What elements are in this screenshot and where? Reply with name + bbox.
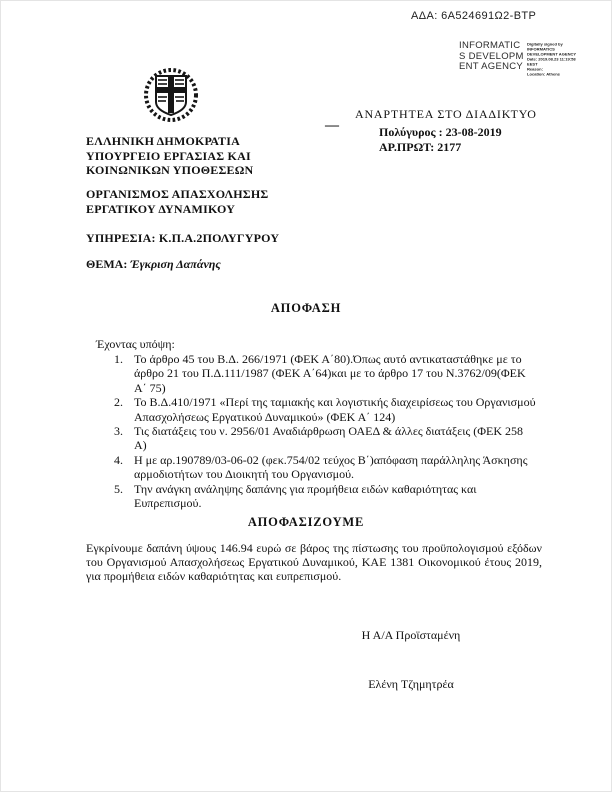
- organization-line: ΟΡΓΑΝΙΣΜΟΣ ΑΠΑΣΧΟΛΗΣΗΣ: [86, 187, 269, 201]
- stamp-line: Date: 2019.08.23 11:19:58: [527, 56, 576, 62]
- list-item: [114, 395, 538, 424]
- digital-signature-stamp: [527, 42, 612, 77]
- list-item: [114, 424, 538, 453]
- list-item-text: Το άρθρο 45 του Β.Δ. 266/1971 (ΦΕΚ Α΄80).Όπως αυτό αντικαταστάθηκε με το άρθρο 21 του Π.Δ.111/1987 (ΦΕΚ Α΄64)και με το άρθρο 17 του Ν.3762/09(ΦΕΚ Α΄ 75): [134, 352, 526, 395]
- posted-on-internet-notice: ΑΝΑΡΤΗΤΕΑ ΣΤΟ ΔΙΑΔΙΚΤΥΟ: [355, 107, 537, 121]
- list-item-text: Η με αρ.190789/03-06-02 (φεκ.754/02 τεύχος Β΄)απόφαση παράλληλης Άσκησης αρμοδιοτήτων του Διοικητή του Οργανισμού.: [134, 452, 528, 482]
- decide-title: ΑΠΟΦΑΣΙΖΟΥΜΕ: [247, 515, 365, 529]
- list-item-number: 2.: [114, 395, 123, 410]
- place-date: Πολύγυρος : 23-08-2019: [379, 125, 502, 139]
- stamp-line: INFORMATICS: [527, 46, 555, 52]
- header-line-ministry2: ΚΟΙΝΩΝΙΚΩΝ ΥΠΟΘΕΣΕΩΝ: [86, 163, 254, 178]
- decision-title: ΑΠΟΦΑΣΗ: [270, 301, 342, 315]
- header-line-ministry: ΥΠΟΥΡΓΕΙΟ ΕΡΓΑΣΙΑΣ ΚΑΙ: [86, 148, 251, 163]
- list-item-text: Την ανάγκη ανάληψης δαπάνης για προμήθεια ειδών καθαριότητας και Ευπρεπισμού.: [134, 481, 477, 511]
- considerations-list: [114, 352, 538, 510]
- place-date-protocol: [379, 125, 502, 155]
- signature-name: Ελένη Τζημητρέα: [368, 677, 454, 691]
- greek-national-emblem-icon: [141, 67, 201, 129]
- stamp-line: Location: Athens: [527, 71, 560, 77]
- list-item-number: 3.: [114, 424, 123, 439]
- list-item: [114, 352, 538, 395]
- signing-agency-name: INFORMATICS DEVELOPMENT AGENCY: [459, 40, 524, 72]
- list-item-number: 4.: [114, 452, 123, 467]
- stamp-line: Digitally signed by: [527, 42, 563, 47]
- organization-line: ΕΡΓΑΤΙΚΟΥ ΔΥΝΑΜΙΚΟΥ: [86, 201, 236, 216]
- list-item: [114, 453, 538, 482]
- header-line-republic: ΕΛΛΗΝΙΚΗ ΔΗΜΟΚΡΑΤΙΑ: [86, 134, 240, 148]
- separator-dash: —: [325, 118, 339, 133]
- stamp-line: DEVELOPMENT AGENCY: [527, 51, 577, 57]
- list-item-number: 1.: [114, 352, 123, 366]
- subject-text: Έγκριση Δαπάνης: [130, 257, 221, 271]
- list-item-text: Το Β.Δ.410/1971 «Περί της ταμιακής και λογιστικής διαχειρίσεως του Οργανισμού Απασχολήσεως Εργατικού Δυναμικού» (ΦΕΚ Α΄ 124): [134, 395, 536, 424]
- decision-body-paragraph: Εγκρίνουμε δαπάνη ύψους 146.94 ευρώ σε βάρος της πίστωσης του προϋπολογισμού εξόδων του Οργανισμού Απασχολήσεως Εργατικού Δυναμικού, ΚΑΕ 1381 Οικονομικού έτους 2019, για προμήθεια ειδών καθαριότητας και ευπρεπισμού.: [86, 541, 542, 584]
- stamp-line: EEST: [527, 61, 538, 67]
- subject-line: [86, 257, 221, 272]
- organization-header: [86, 187, 268, 216]
- republic-ministry-header: [86, 134, 253, 178]
- subject-label: ΘΕΜΑ:: [86, 257, 128, 271]
- stamp-line: Reason:: [527, 66, 543, 72]
- ada-number: ΑΔΑ: 6Α524691Ω2-ΒΤΡ: [411, 10, 537, 22]
- list-item-number: 5.: [114, 481, 123, 496]
- protocol-number: ΑΡ.ΠΡΩΤ: 2177: [379, 140, 462, 154]
- signature-title: Η Α/Α Προϊσταμένη: [361, 628, 461, 642]
- having-regard-label: Έχοντας υπόψη:: [96, 337, 175, 351]
- list-item-text: Τις διατάξεις του ν. 2956/01 Αναδιάρθρωση ΟΑΕΔ & άλλες διατάξεις (ΦΕΚ 258 Α): [134, 424, 524, 453]
- list-item: [114, 482, 538, 511]
- service-line: ΥΠΗΡΕΣΙΑ: Κ.Π.Α.2ΠΟΛΥΓΥΡΟΥ: [86, 231, 280, 245]
